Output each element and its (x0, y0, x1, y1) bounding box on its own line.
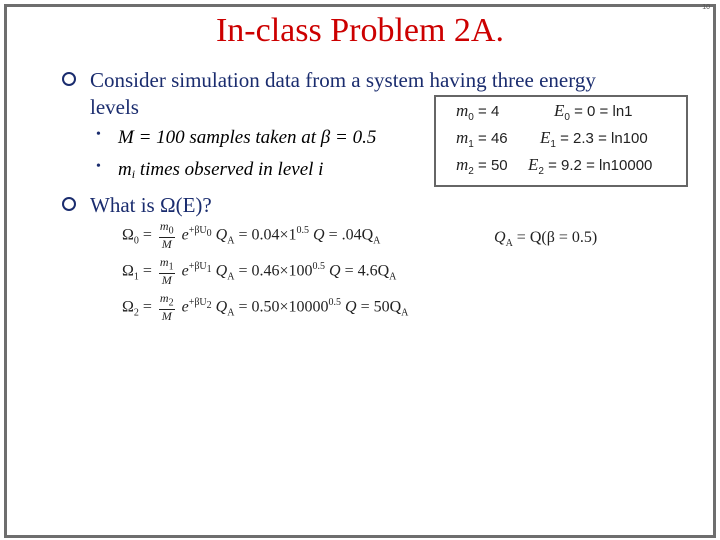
bullet-circle-icon (62, 72, 76, 86)
table-row: $E_0 = 0 = \ln 1$ (554, 101, 633, 123)
omega-0-equation: $\Omega_0$ = $\frac{m_0}{M}$ $e^{+\beta U_0}$ $Q_A = 0.04\times 1^{0.5}$ $Q = .04Q_A$ (122, 219, 381, 252)
table-row: $m_0 = 4$ (456, 101, 500, 123)
omega-1-equation: $\Omega_1$ = $\frac{m_1}{M}$ $e^{+\beta U_1}$ $Q_A = 0.46\times 100^{0.5}$ $Q = 4.6Q_A$ (122, 255, 397, 288)
sub-bullet-dot-icon: • (96, 127, 101, 142)
sub-bullet-samples-text: M = 100 samples taken at β = 0.5 (118, 127, 377, 148)
omega-2-equation: $\Omega_2$ = $\frac{m_2}{M}$ $e^{+\beta U_2}$ $Q_A = 0.50\times 10000^{0.5}$ $Q = 50Q_A$ (122, 291, 409, 324)
table-row: $m_2 = 50$ (456, 155, 508, 177)
bullet-what-is (90, 193, 212, 218)
bullet-what-is-text: What is Ω(E)? (90, 193, 212, 217)
bullet-circle-icon (62, 197, 76, 211)
sub-bullet-times (96, 159, 324, 182)
qa-definition: $Q_A = Q(\beta = 0.5)$ (494, 229, 598, 250)
bullet-consider-cont (90, 95, 139, 120)
bullet-consider (90, 68, 596, 93)
energy-levels-table (434, 95, 688, 187)
sub-bullet-times-index: i (131, 167, 136, 181)
sub-bullet-times-text: times observed in level i (135, 159, 324, 180)
slide-number: 10 (702, 4, 710, 11)
table-row: $E_2 = 9.2 = \ln 10000$ (528, 155, 653, 177)
table-row: $E_1 = 2.3 = \ln 100$ (540, 128, 648, 150)
table-row: $m_1 = 46$ (456, 128, 508, 150)
sub-bullet-dot-icon: • (96, 159, 101, 174)
bullet-consider-line2: levels (90, 95, 139, 119)
sub-bullet-samples (96, 127, 377, 149)
bullet-consider-line1: Consider simulation data from a system having three energy (90, 68, 596, 92)
slide-title: In-class Problem 2A. (215, 12, 504, 49)
sub-bullet-times-m: m (118, 159, 132, 180)
